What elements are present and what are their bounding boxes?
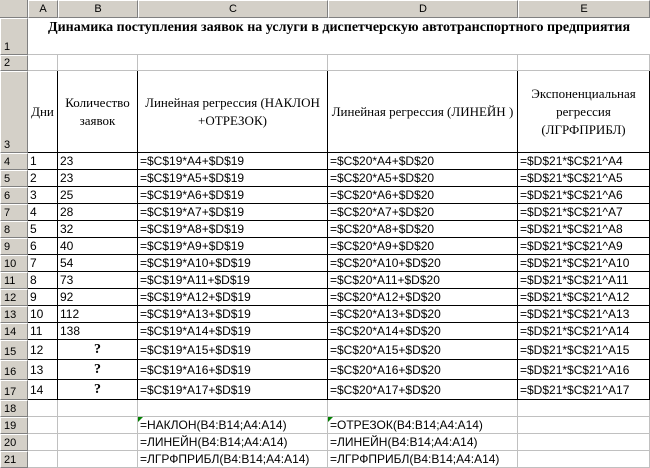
column-header-b[interactable]: B [58,0,138,18]
formula-cell[interactable]: =$D$21*$C$21^A9 [518,238,650,255]
count-cell[interactable]: 54 [58,255,138,272]
row-header[interactable]: 8 [0,221,28,238]
count-cell[interactable]: ? [58,360,138,380]
formula-cell[interactable]: =$D$21*$C$21^A16 [518,360,650,380]
count-cell[interactable]: 40 [58,238,138,255]
days-header[interactable]: Дни [28,71,58,153]
day-cell[interactable]: 7 [28,255,58,272]
summary-formula-cell[interactable]: =ЛИНЕЙН(B4:B14;A4:A14) [328,434,518,451]
row-header[interactable]: 4 [0,153,28,170]
formula-cell[interactable]: =$C$20*A6+$D$20 [328,187,518,204]
formula-cell[interactable]: =$C$20*A15+$D$20 [328,340,518,360]
count-cell[interactable]: ? [58,340,138,360]
row-header[interactable]: 10 [0,255,28,272]
day-cell[interactable]: 6 [28,238,58,255]
count-cell[interactable]: 73 [58,272,138,289]
formula-cell[interactable]: =$D$21*$C$21^A6 [518,187,650,204]
summary-formula-cell[interactable] [138,400,328,417]
day-cell[interactable]: 9 [28,289,58,306]
row-header[interactable]: 12 [0,289,28,306]
summary-formula-cell[interactable]: =ОТРЕЗОК(B4:B14;A4:A14) [328,417,518,434]
formula-cell[interactable]: =$C$19*A14+$D$19 [138,323,328,340]
row-header[interactable]: 7 [0,204,28,221]
empty-cell[interactable] [28,451,58,468]
column-header-c[interactable]: C [138,0,328,18]
formula-cell[interactable]: =$C$20*A8+$D$20 [328,221,518,238]
day-cell[interactable]: 4 [28,204,58,221]
formula-cell[interactable]: =$D$21*$C$21^A14 [518,323,650,340]
row-header[interactable]: 15 [0,340,28,360]
row-header[interactable]: 9 [0,238,28,255]
empty-cell[interactable] [138,55,328,71]
day-cell[interactable]: 1 [28,153,58,170]
formula-cell[interactable]: =$C$19*A4+$D$19 [138,153,328,170]
sheet-title[interactable]: Динамика поступления заявок на услуги в диспетчерскую автотранспортного предприятия [28,18,650,55]
formula-cell[interactable]: =$D$21*$C$21^A4 [518,153,650,170]
formula-cell[interactable]: =$D$21*$C$21^A17 [518,380,650,400]
count-cell[interactable]: 23 [58,170,138,187]
formula-cell[interactable]: =$C$20*A12+$D$20 [328,289,518,306]
empty-cell[interactable] [28,434,58,451]
summary-formula-cell[interactable]: =НАКЛОН(B4:B14;A4:A14) [138,417,328,434]
formula-cell[interactable]: =$C$19*A8+$D$19 [138,221,328,238]
summary-formula-cell[interactable]: =ЛГРФПРИБЛ(B4:B14;A4:A14) [328,451,518,468]
formula-cell[interactable]: =$C$19*A11+$D$19 [138,272,328,289]
day-cell[interactable]: 11 [28,323,58,340]
linear-regression-slope-header[interactable]: Линейная регрессия (НАКЛОН +ОТРЕЗОК) [138,71,328,153]
row-header[interactable]: 16 [0,360,28,380]
formula-cell[interactable]: =$C$20*A13+$D$20 [328,306,518,323]
row-header[interactable]: 5 [0,170,28,187]
row-header[interactable]: 14 [0,323,28,340]
exponential-regression-header[interactable]: Экспоненциальная регрессия (ЛГРФПРИБЛ) [518,71,650,153]
formula-cell[interactable]: =$C$20*A4+$D$20 [328,153,518,170]
count-cell[interactable]: 32 [58,221,138,238]
day-cell[interactable]: 8 [28,272,58,289]
formula-cell[interactable]: =$C$19*A12+$D$19 [138,289,328,306]
summary-formula-cell[interactable]: =ЛГРФПРИБЛ(B4:B14;A4:A14) [138,451,328,468]
empty-cell[interactable] [58,417,138,434]
formula-cell[interactable]: =$C$20*A9+$D$20 [328,238,518,255]
empty-cell[interactable] [28,400,58,417]
day-cell[interactable]: 13 [28,360,58,380]
row-header[interactable]: 20 [0,434,28,451]
formula-cell[interactable]: =$C$19*A10+$D$19 [138,255,328,272]
formula-cell[interactable]: =$C$19*A5+$D$19 [138,170,328,187]
column-header-e[interactable]: E [518,0,650,18]
count-header[interactable]: Количество заявок [58,71,138,153]
row-header[interactable]: 18 [0,400,28,417]
row-header[interactable]: 6 [0,187,28,204]
formula-cell[interactable]: =$D$21*$C$21^A5 [518,170,650,187]
summary-formula-cell[interactable] [328,400,518,417]
select-all-corner[interactable] [0,0,28,18]
empty-cell[interactable] [28,417,58,434]
row-header[interactable]: 2 [0,55,28,71]
formula-cell[interactable]: =$D$21*$C$21^A7 [518,204,650,221]
formula-cell[interactable]: =$C$20*A17+$D$20 [328,380,518,400]
formula-cell[interactable]: =$C$19*A9+$D$19 [138,238,328,255]
formula-cell[interactable]: =$C$19*A13+$D$19 [138,306,328,323]
row-header[interactable]: 21 [0,451,28,468]
formula-cell[interactable]: =$D$21*$C$21^A12 [518,289,650,306]
formula-cell[interactable]: =$D$21*$C$21^A10 [518,255,650,272]
empty-cell[interactable] [58,55,138,71]
column-header-a[interactable]: A [28,0,58,18]
day-cell[interactable]: 10 [28,306,58,323]
empty-cell[interactable] [28,55,58,71]
row-header[interactable]: 17 [0,380,28,400]
formula-cell[interactable]: =$C$20*A5+$D$20 [328,170,518,187]
formula-cell[interactable]: =$C$20*A10+$D$20 [328,255,518,272]
summary-formula-cell[interactable]: =ЛИНЕЙН(B4:B14;A4:A14) [138,434,328,451]
error-indicator-icon [328,417,333,422]
linear-regression-linest-header[interactable]: Линейная регрессия (ЛИНЕЙН ) [328,71,518,153]
empty-cell[interactable] [518,400,650,417]
row-header[interactable]: 13 [0,306,28,323]
formula-cell[interactable]: =$C$19*A7+$D$19 [138,204,328,221]
day-cell[interactable]: 14 [28,380,58,400]
formula-cell[interactable]: =$C$20*A16+$D$20 [328,360,518,380]
row-header[interactable]: 1 [0,18,28,55]
formula-cell[interactable]: =$C$20*A11+$D$20 [328,272,518,289]
formula-cell[interactable]: =$C$20*A7+$D$20 [328,204,518,221]
empty-cell[interactable] [58,451,138,468]
formula-cell[interactable]: =$C$19*A6+$D$19 [138,187,328,204]
formula-cell[interactable]: =$C$20*A14+$D$20 [328,323,518,340]
row-header[interactable]: 3 [0,71,28,153]
formula-cell[interactable]: =$D$21*$C$21^A8 [518,221,650,238]
error-indicator-icon [138,417,143,422]
column-header-d[interactable]: D [328,0,518,18]
formula-cell[interactable]: =$D$21*$C$21^A15 [518,340,650,360]
formula-cell[interactable]: =$C$19*A16+$D$19 [138,360,328,380]
empty-cell[interactable] [58,434,138,451]
count-cell[interactable]: 92 [58,289,138,306]
day-cell[interactable]: 12 [28,340,58,360]
count-cell[interactable]: 25 [58,187,138,204]
empty-cell[interactable] [518,55,650,71]
formula-cell[interactable]: =$C$19*A15+$D$19 [138,340,328,360]
formula-cell[interactable]: =$C$19*A17+$D$19 [138,380,328,400]
empty-cell[interactable] [518,417,650,434]
day-cell[interactable]: 5 [28,221,58,238]
row-header[interactable]: 19 [0,417,28,434]
day-cell[interactable]: 2 [28,170,58,187]
formula-cell[interactable]: =$D$21*$C$21^A13 [518,306,650,323]
count-cell[interactable]: 138 [58,323,138,340]
formula-cell[interactable]: =$D$21*$C$21^A11 [518,272,650,289]
count-cell[interactable]: 28 [58,204,138,221]
empty-cell[interactable] [518,451,650,468]
empty-cell[interactable] [518,434,650,451]
day-cell[interactable]: 3 [28,187,58,204]
empty-cell[interactable] [58,400,138,417]
empty-cell[interactable] [328,55,518,71]
count-cell[interactable]: 112 [58,306,138,323]
count-cell[interactable]: ? [58,380,138,400]
row-header[interactable]: 11 [0,272,28,289]
count-cell[interactable]: 23 [58,153,138,170]
